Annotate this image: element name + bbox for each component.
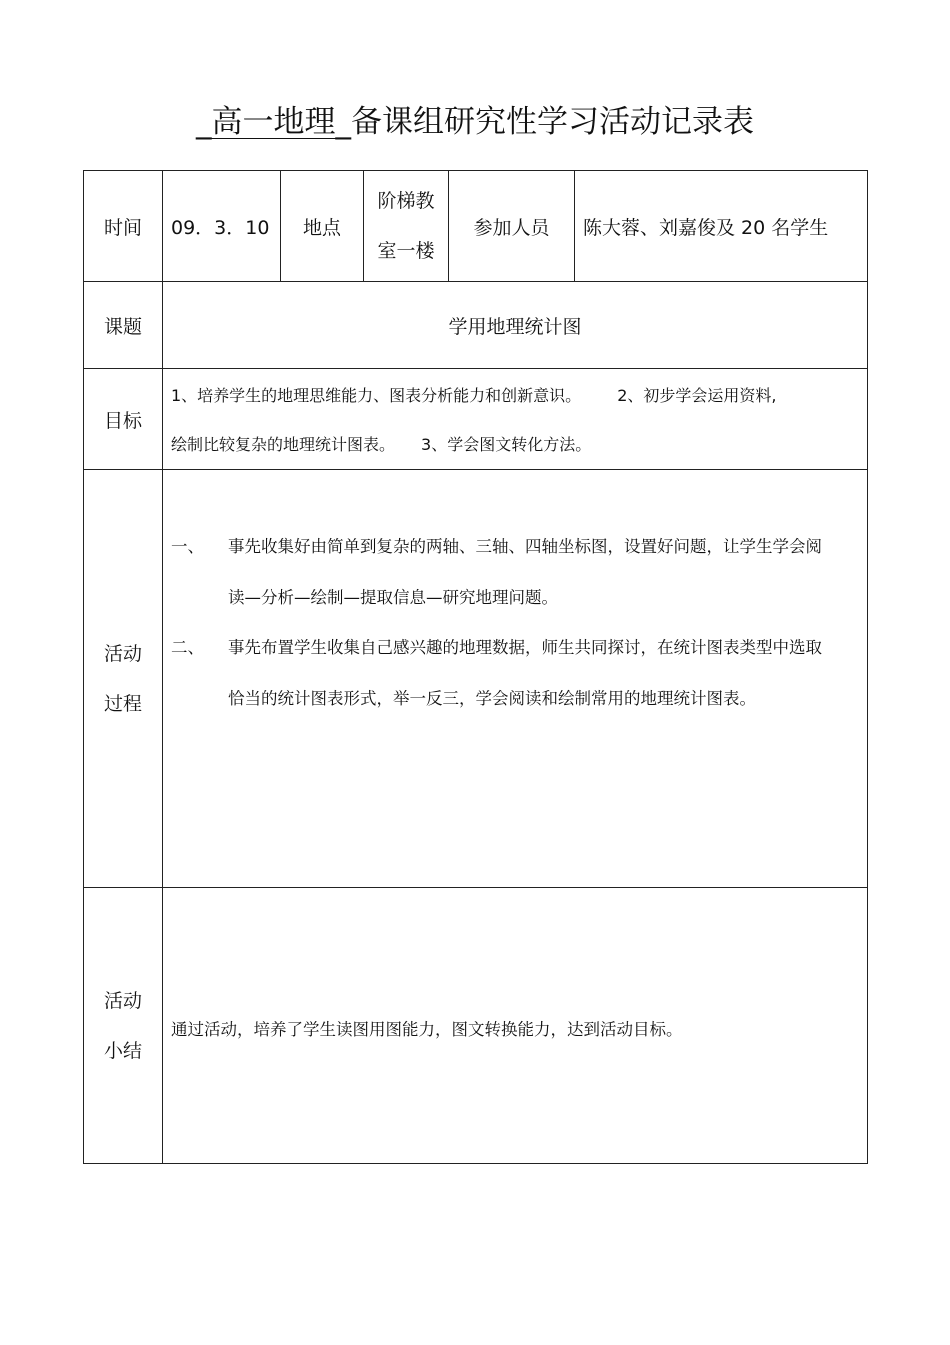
goal-label: 目标 [84, 369, 163, 470]
place-label: 地点 [281, 171, 364, 282]
title-subject: 高一地理 [211, 104, 336, 140]
page-title [0, 100, 950, 144]
topic-row [84, 282, 868, 369]
process-row [84, 470, 868, 888]
process-label-line2: 过程 [103, 692, 142, 715]
place-value [364, 171, 449, 282]
goal-item3: 3、学会图文转化方法。 [421, 435, 592, 454]
process-label-line1: 活动 [103, 642, 142, 665]
participants-label: 参加人员 [449, 171, 575, 282]
record-table [83, 170, 868, 1164]
process-list [163, 522, 867, 724]
goal-line2 [171, 420, 867, 469]
process-item-mark: 一、 [171, 537, 204, 556]
process-item [163, 623, 867, 724]
summary-label [84, 888, 163, 1164]
goal-item2-cont: 绘制比较复杂的地理统计图表。 [171, 435, 396, 454]
goal-row [84, 369, 868, 470]
process-label [84, 470, 163, 888]
process-item-text: 事先收集好由简单到复杂的两轴、三轴、四轴坐标图，设置好问题，让学生学会阅读—分析—绘制—提取信息—研究地理问题。 [228, 537, 822, 607]
goal-item2: 2、初步学会运用资料, [617, 386, 777, 405]
title-prefix: _ [196, 104, 212, 140]
goal-item1: 1、培养学生的地理思维能力、图表分析能力和创新意识。 [171, 386, 582, 405]
summary-label-line1: 活动 [103, 989, 142, 1012]
process-value [163, 470, 868, 888]
process-item-mark: 二、 [171, 638, 204, 657]
topic-label: 课题 [84, 282, 163, 369]
participants-value: 陈大蓉、刘嘉俊及 20 名学生 [575, 171, 868, 282]
info-row [84, 171, 868, 282]
place-value-line1: 阶梯教 [377, 190, 435, 212]
process-item-text: 事先布置学生收集自己感兴趣的地理数据，师生共同探讨，在统计图表类型中选取恰当的统计图表形式，举一反三，学会阅读和绘制常用的地理统计图表。 [228, 638, 822, 708]
summary-label-line2: 小结 [103, 1039, 142, 1062]
process-item [163, 522, 867, 623]
summary-row [84, 888, 868, 1164]
goal-value [163, 369, 868, 470]
time-value: 09．3．10 [163, 171, 281, 282]
title-rest: 备课组研究性学习活动记录表 [351, 104, 754, 140]
title-middle: _ [335, 104, 351, 140]
goal-line1 [171, 371, 867, 420]
time-label: 时间 [84, 171, 163, 282]
summary-value: 通过活动，培养了学生读图用图能力，图文转换能力，达到活动目标。 [163, 888, 868, 1164]
topic-value: 学用地理统计图 [163, 282, 868, 369]
place-value-line2: 室一楼 [377, 240, 435, 262]
